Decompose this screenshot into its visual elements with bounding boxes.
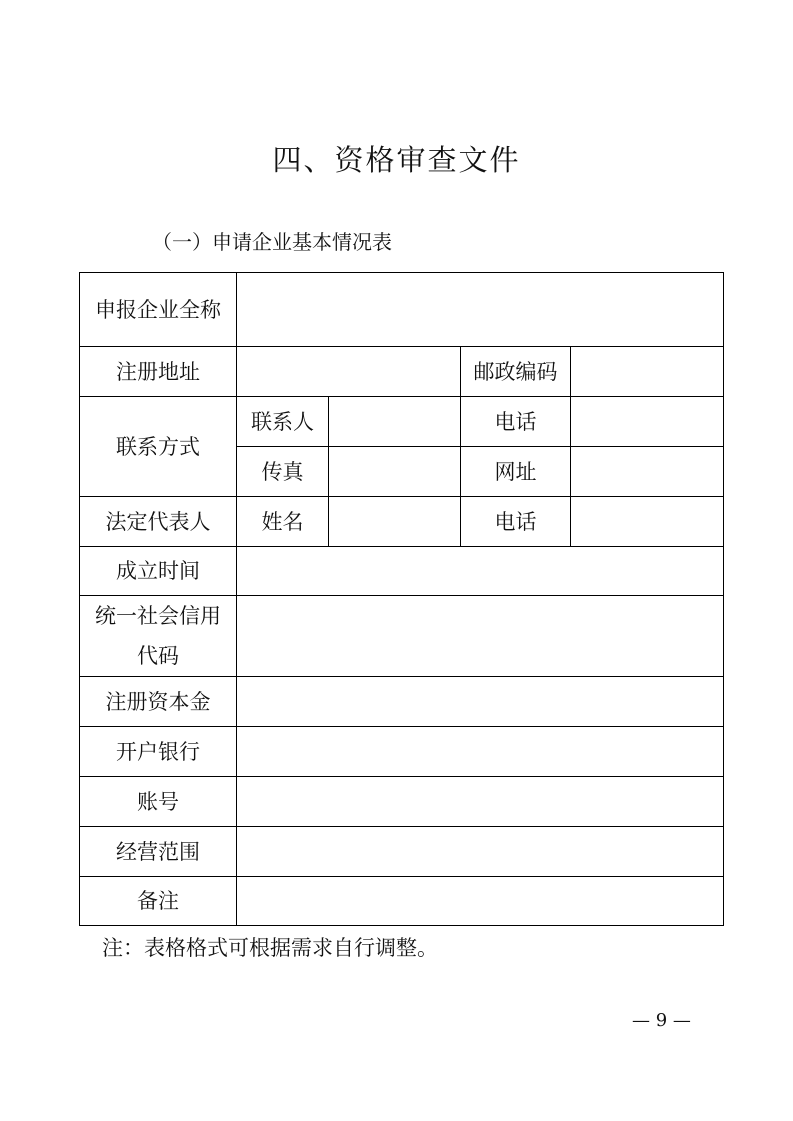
label-bank: 开户银行 [80,727,237,777]
label-credit-code-line1: 统一社会信用 [95,604,221,628]
label-remarks: 备注 [80,877,237,926]
label-registered-address: 注册地址 [80,347,237,397]
value-fax[interactable] [329,447,461,497]
value-registered-address[interactable] [237,347,461,397]
value-website[interactable] [571,447,724,497]
label-credit-code-line2: 代码 [137,644,179,668]
value-contact-person[interactable] [329,397,461,447]
value-phone-2[interactable] [571,497,724,547]
label-postal-code: 邮政编码 [461,347,571,397]
value-name[interactable] [329,497,461,547]
value-establishment-date[interactable] [237,547,724,596]
table-row [80,273,724,347]
value-bank[interactable] [237,727,724,777]
value-account-number[interactable] [237,777,724,827]
table-note: 注：表格格式可根据需求自行调整。 [102,936,438,960]
table-subtitle: （一）申请企业基本情况表 [152,230,392,254]
label-phone-2: 电话 [461,497,571,547]
table-row [80,397,724,447]
label-contact-person: 联系人 [237,397,329,447]
label-credit-code [80,596,237,677]
value-credit-code[interactable] [237,596,724,677]
label-website: 网址 [461,447,571,497]
label-fax: 传真 [237,447,329,497]
label-registered-capital: 注册资本金 [80,677,237,727]
value-phone[interactable] [571,397,724,447]
table-row [80,877,724,926]
label-name: 姓名 [237,497,329,547]
label-company-full-name: 申报企业全称 [80,273,237,347]
table-row [80,777,724,827]
value-registered-capital[interactable] [237,677,724,727]
value-business-scope[interactable] [237,827,724,877]
value-postal-code[interactable] [571,347,724,397]
table-row [80,677,724,727]
label-establishment-date: 成立时间 [80,547,237,596]
label-business-scope: 经营范围 [80,827,237,877]
table-row [80,547,724,596]
value-company-full-name[interactable] [237,273,724,347]
table-row [80,827,724,877]
value-remarks[interactable] [237,877,724,926]
label-phone: 电话 [461,397,571,447]
company-info-table [79,272,724,926]
label-legal-representative: 法定代表人 [80,497,237,547]
page-title: 四、资格审查文件 [272,143,521,177]
page-number: — 9 — [632,1010,691,1031]
table-row [80,497,724,547]
table-row [80,347,724,397]
label-contact-method: 联系方式 [80,397,237,497]
table-row [80,727,724,777]
label-account-number: 账号 [80,777,237,827]
table-row [80,596,724,677]
